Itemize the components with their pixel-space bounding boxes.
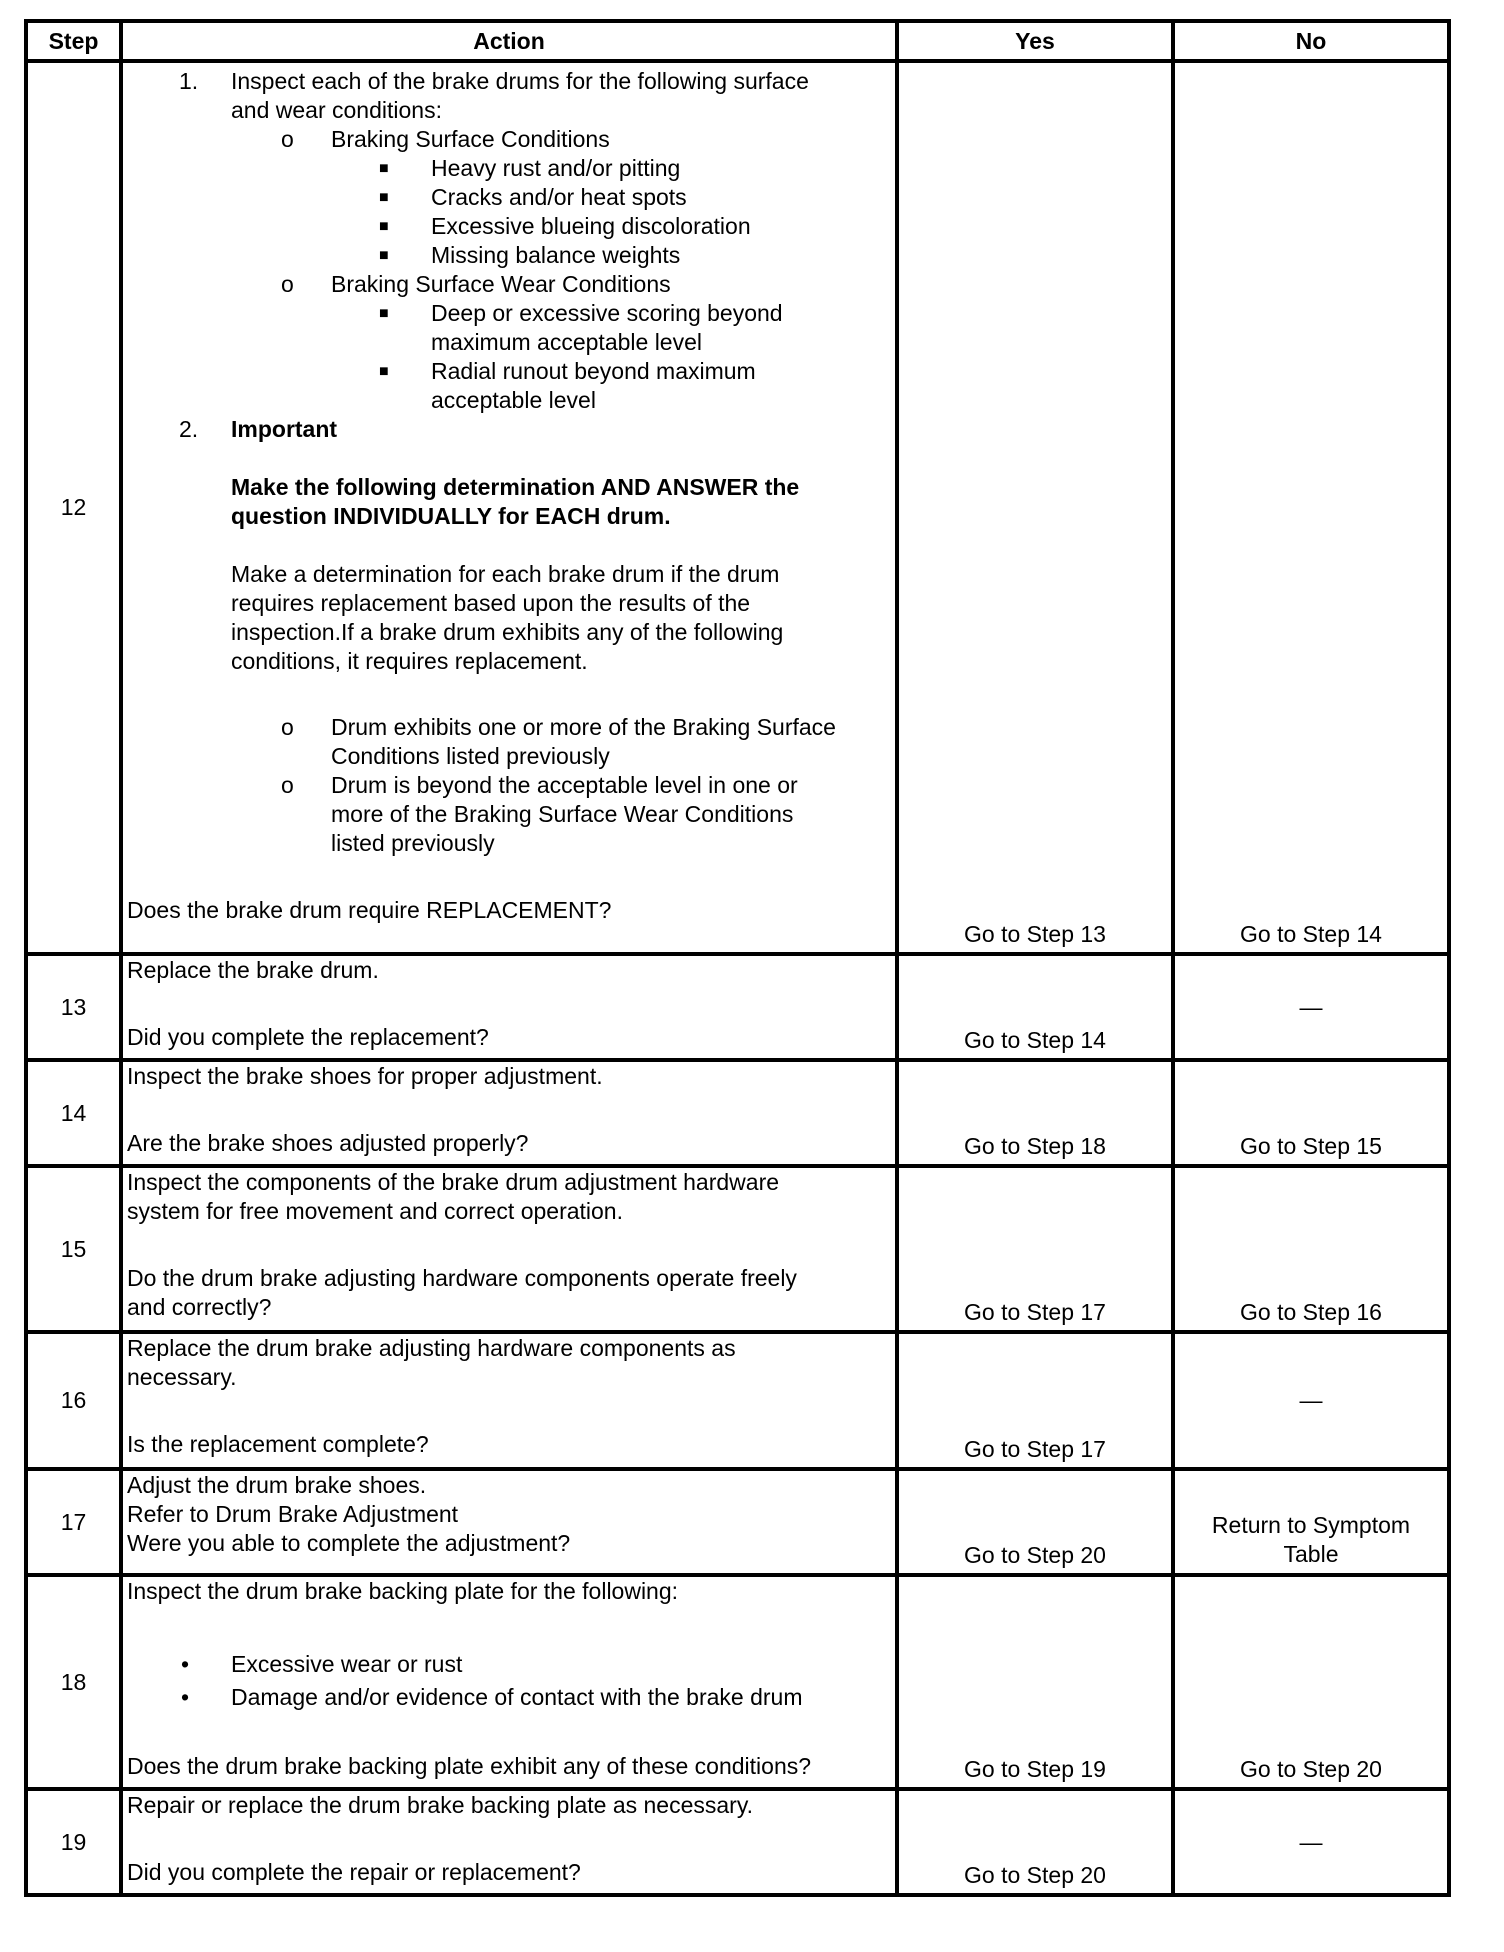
yes-cell: Go to Step 20 [897, 1789, 1173, 1895]
step-number: 14 [26, 1060, 121, 1166]
question-text: Does the drum brake backing plate exhibit any of these conditions? [127, 1753, 812, 1779]
no-cell: Go to Step 15 [1173, 1060, 1449, 1166]
header-row [26, 21, 1449, 61]
table-row-step-17 [26, 1469, 1449, 1575]
table-row-step-18 [26, 1575, 1449, 1789]
list-item: o Drum exhibits one or more of the Braking Surface [281, 714, 836, 740]
action-cell: Replace the drum brake adjusting hardware components as necessary. Is the replacement complete? [121, 1332, 897, 1469]
step-number: 15 [26, 1166, 121, 1332]
list-item: ■ Heavy rust and/or pitting [379, 155, 681, 181]
yes-cell: Go to Step 18 [897, 1060, 1173, 1166]
no-cell: Go to Step 14 [1173, 61, 1449, 954]
action-cell: Repair or replace the drum brake backing plate as necessary. Did you complete the repair or replacement? [121, 1789, 897, 1895]
table-row-step-14 [26, 1060, 1449, 1166]
action-cell: Inspect the components of the brake drum adjustment hardware system for free movement and correct operation. Do the drum brake adjusting hardware components operate freely and correctly? [121, 1166, 897, 1332]
table-row-step-15 [26, 1166, 1449, 1332]
list-item: ■ Cracks and/or heat spots [379, 184, 687, 210]
list-item: o Braking Surface Wear Conditions [281, 271, 671, 297]
no-cell: — [1173, 1332, 1449, 1469]
header-action: Action [121, 21, 897, 61]
header-step: Step [26, 21, 121, 61]
diagnostic-table [24, 19, 1451, 1897]
question-text: Do the drum brake adjusting hardware components operate freely [127, 1265, 797, 1291]
list-item: o Braking Surface Conditions [281, 126, 610, 152]
list-item: 1. Inspect each of the brake drums for the following surface [179, 68, 809, 94]
step-number: 19 [26, 1789, 121, 1895]
yes-cell: Go to Step 17 [897, 1332, 1173, 1469]
list-item: ■ Missing balance weights [379, 242, 681, 268]
yes-cell: Go to Step 13 [897, 61, 1173, 954]
action-cell: Adjust the drum brake shoes. Refer to Drum Brake Adjustment Were you able to complete the adjustment? [121, 1469, 897, 1575]
yes-cell: Go to Step 17 [897, 1166, 1173, 1332]
no-cell: — [1173, 954, 1449, 1060]
table-row-step-12 [26, 61, 1449, 954]
step-number: 18 [26, 1575, 121, 1789]
header-no: No [1173, 21, 1449, 61]
action-cell: 1. Inspect each of the brake drums for the following surface and wear conditions: o Braking Surface Conditions ■ Heavy rust and/or pitting ■ Cracks and/or heat spots ■ Excessive blueing discoloration ■ Missing balance weights o Braking Surface Wear Conditions ■ Deep or excessive scoring beyond maximum acceptable level ■ Radial runout beyond maximum acceptable level 2. Important Make the following determination AND ANSWER the question INDIVIDUALLY for EACH drum. Make a determination for each brake drum if the drum requires replacement based upon the results of the inspection.If a brake drum exhibits any of the following conditions, it requires replacement. o Drum exhibits one or more of the Braking Surface Conditions listed previously o Drum is beyond the acceptable level in one or more of the Braking Surface Wear Conditions listed previously Does the brake drum require REPLACEMENT? [121, 61, 897, 954]
no-cell: Go to Step 16 [1173, 1166, 1449, 1332]
question-text: Does the brake drum require REPLACEMENT? [127, 897, 612, 923]
list-item: 2. Important [179, 416, 338, 442]
list-item: ■ Excessive blueing discoloration [379, 213, 751, 239]
action-cell: Replace the brake drum. Did you complete the replacement? [121, 954, 897, 1060]
action-cell: Inspect the brake shoes for proper adjustment. Are the brake shoes adjusted properly? [121, 1060, 897, 1166]
table-row-step-19 [26, 1789, 1449, 1895]
no-cell: Go to Step 20 [1173, 1575, 1449, 1789]
question-text: Is the replacement complete? [127, 1431, 429, 1457]
table-row-step-16 [26, 1332, 1449, 1469]
step-number: 13 [26, 954, 121, 1060]
list-item: • Damage and/or evidence of contact with the brake drum [181, 1684, 803, 1710]
step-number: 17 [26, 1469, 121, 1575]
list-item: o Drum is beyond the acceptable level in one or [281, 772, 798, 798]
question-text: Were you able to complete the adjustment? [127, 1530, 571, 1556]
step-number: 16 [26, 1332, 121, 1469]
question-text: Are the brake shoes adjusted properly? [127, 1130, 529, 1156]
list-item: • Excessive wear or rust [181, 1651, 463, 1677]
header-yes: Yes [897, 21, 1173, 61]
yes-cell: Go to Step 14 [897, 954, 1173, 1060]
question-text: Did you complete the replacement? [127, 1024, 489, 1050]
list-item: ■ Deep or excessive scoring beyond [379, 300, 783, 326]
table-row-step-13 [26, 954, 1449, 1060]
list-item: ■ Radial runout beyond maximum [379, 358, 756, 384]
action-cell: Inspect the drum brake backing plate for the following: • Excessive wear or rust • Damage and/or evidence of contact with the brake drum Does the drum brake backing plate exhibit any of these conditions? [121, 1575, 897, 1789]
yes-cell: Go to Step 19 [897, 1575, 1173, 1789]
no-cell: — [1173, 1789, 1449, 1895]
step-number: 12 [26, 61, 121, 954]
no-cell: Return to Symptom Table [1173, 1469, 1449, 1575]
question-text: Did you complete the repair or replacement? [127, 1859, 581, 1885]
yes-cell: Go to Step 20 [897, 1469, 1173, 1575]
